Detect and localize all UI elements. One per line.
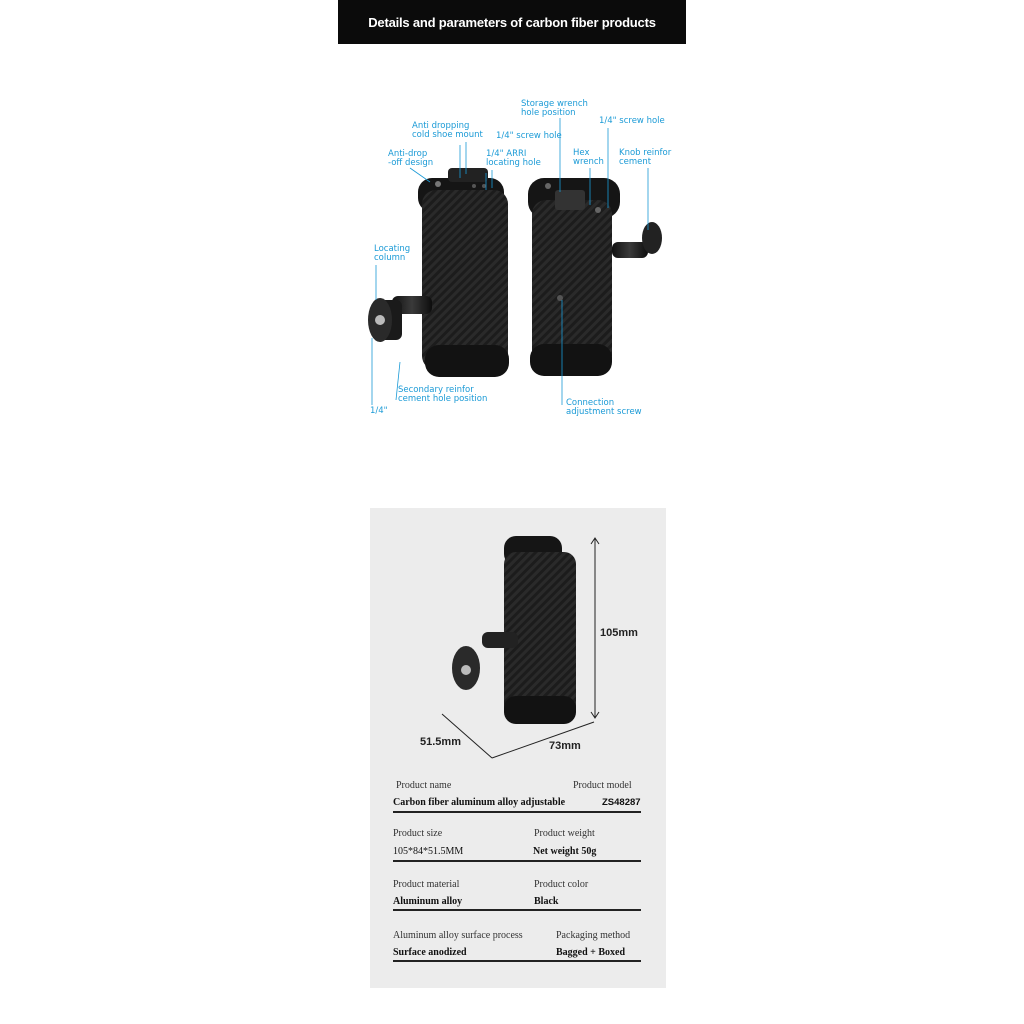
callout-screw-hole-left: 1/4" screw hole [496, 131, 562, 141]
spec-material-label: Product material [393, 879, 460, 890]
spec-size-value: 105*84*51.5MM [393, 846, 464, 857]
callout-secondary: Secondary reinfor cement hole position [398, 385, 488, 404]
callout-locating-column: Locating column [374, 244, 411, 263]
spec-process-value: Surface anodized [393, 947, 467, 958]
left-handle [368, 168, 509, 377]
spec-name-label: Product name [396, 780, 452, 791]
callout-knob: Knob reinfor cement [619, 148, 672, 167]
callout-connection: Connection adjustment screw [566, 398, 642, 417]
callout-arri: 1/4" ARRI locating hole [486, 149, 541, 168]
spec-process-label: Aluminum alloy surface process [393, 930, 523, 941]
callout-quarter: 1/4" [370, 406, 388, 416]
spec-name-value: Carbon fiber aluminum alloy adjustable [393, 797, 566, 808]
spec-color-label: Product color [534, 879, 589, 890]
spec-model-value: ZS48287 [602, 797, 641, 808]
spec-weight-label: Product weight [534, 828, 595, 839]
dimension-width: 73mm [549, 740, 581, 752]
spec-packaging-value: Bagged + Boxed [556, 947, 626, 958]
spec-divider [393, 909, 641, 911]
callout-anti-drop: Anti-drop -off design [388, 149, 434, 168]
spec-divider [393, 860, 641, 862]
spec-weight-value: Net weight 50g [533, 846, 597, 857]
spec-packaging-label: Packaging method [556, 930, 631, 941]
dimension-depth: 51.5mm [420, 736, 461, 748]
spec-divider [393, 811, 641, 813]
callout-anti-dropping: Anti dropping cold shoe mount [412, 121, 483, 140]
spec-color-value: Black [534, 896, 559, 907]
callout-screw-hole-right: 1/4" screw hole [599, 116, 665, 126]
dimension-height: 105mm [600, 627, 638, 639]
spec-size-label: Product size [393, 828, 443, 839]
callout-hex-wrench: Hex wrench [573, 148, 604, 167]
right-handle [528, 178, 662, 376]
spec-material-value: Aluminum alloy [393, 896, 463, 907]
spec-divider [393, 960, 641, 962]
callout-storage-wrench: Storage wrench hole position [521, 99, 588, 118]
spec-model-label: Product model [573, 780, 632, 791]
spec-panel [370, 508, 666, 988]
banner-title: Details and parameters of carbon fiber products [368, 14, 656, 30]
